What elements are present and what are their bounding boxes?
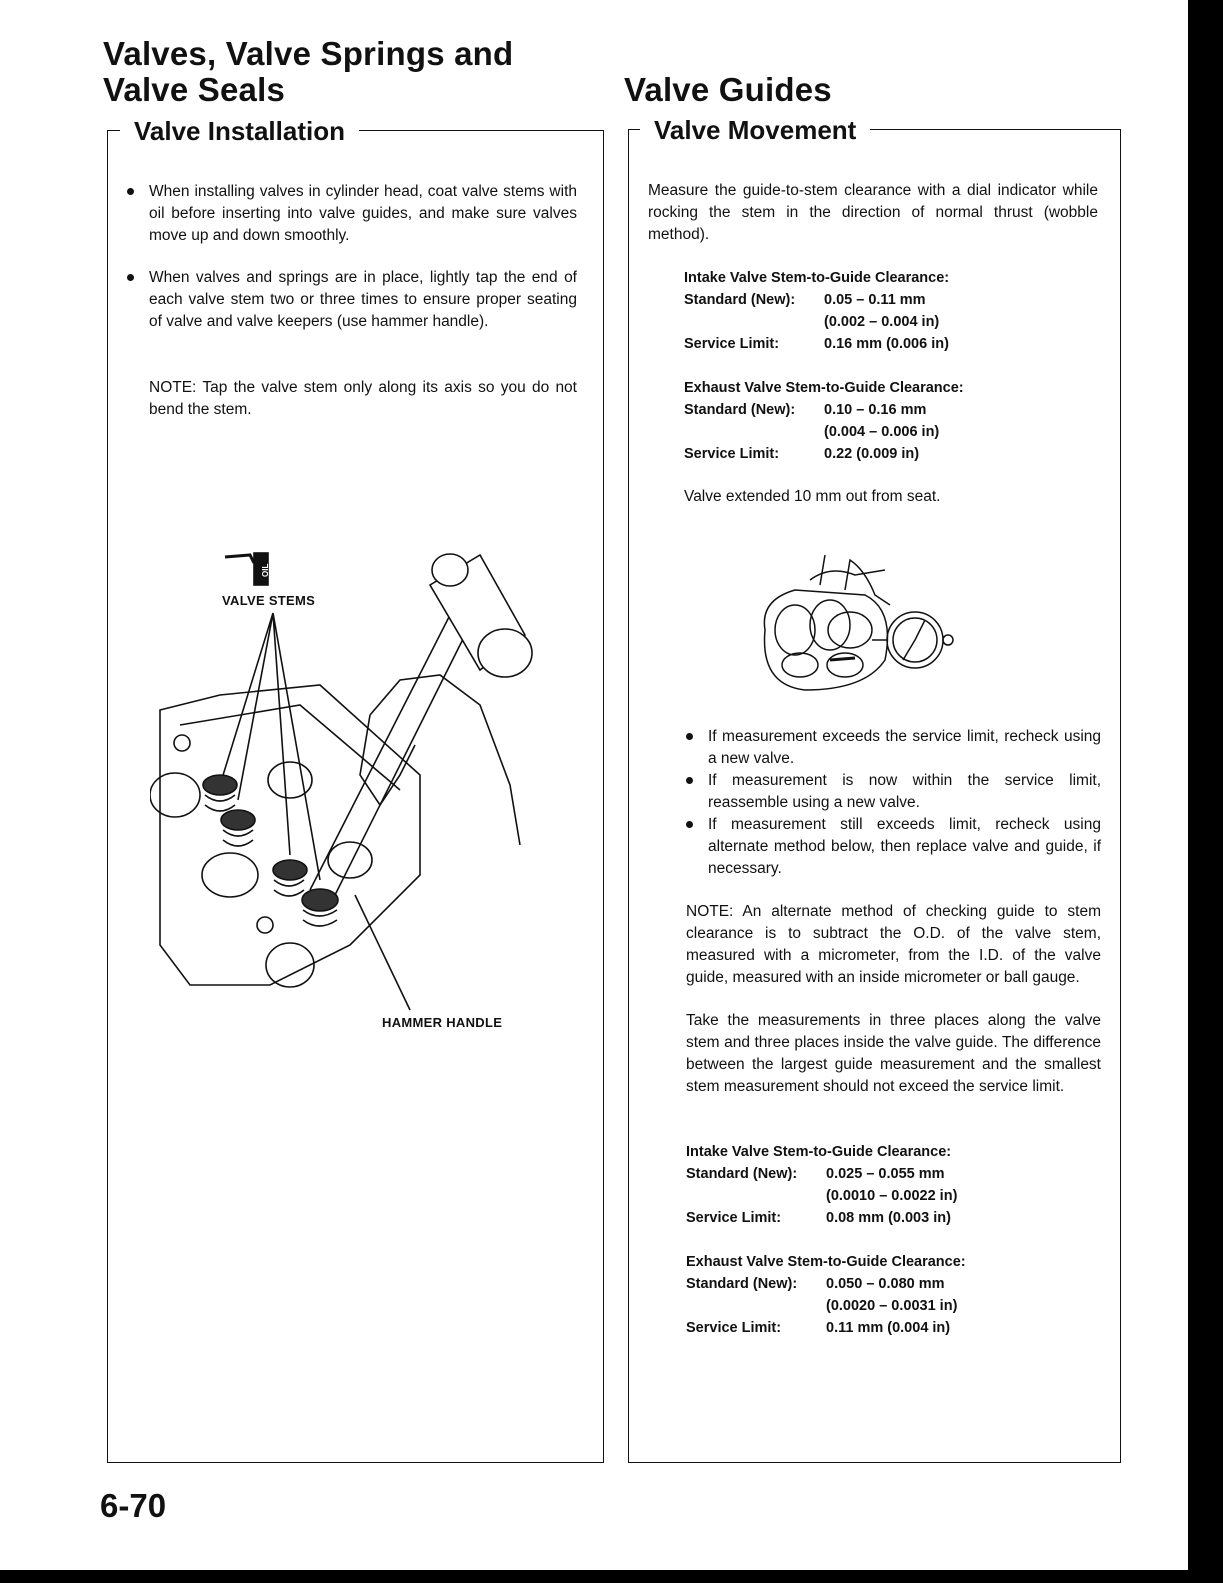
- right-intro: Measure the guide-to-stem clearance with a dial indicator while rocking the stem in the direction of normal thrust (wobble method).: [648, 182, 1098, 243]
- spec-exhaust-2-standard-label: Standard (New):: [686, 1276, 798, 1292]
- spec-intake-1-standard-label: Standard (New):: [684, 292, 796, 308]
- spec-exhaust-2-limit-value: 0.11 mm (0.004 in): [826, 1320, 951, 1336]
- dial-indicator-illustration: [745, 550, 965, 700]
- spec-exhaust-1-limit-label: Service Limit:: [684, 446, 780, 462]
- spec-intake-1: [684, 267, 949, 355]
- page-title-left-line2: Valve Seals: [103, 71, 286, 108]
- spec-exhaust-1-heading: Exhaust Valve Stem-to-Guide Clearance:: [684, 380, 964, 396]
- left-bullet-2: When valves and springs are in place, lightly tap the end of each valve stem two or three times to ensure proper seating of valve and valve keepers (use hammer handle).: [149, 267, 577, 333]
- right-panel-title: Valve Movement: [640, 115, 870, 145]
- right-bullet-1: If measurement exceeds the service limit, recheck using a new valve.: [708, 726, 1101, 770]
- left-panel-title: Valve Installation: [120, 116, 359, 146]
- scan-edge-bottom: [0, 1570, 1223, 1583]
- page-title-left-line1: Valves, Valve Springs and: [103, 35, 514, 72]
- spec-exhaust-1-standard-in: (0.004 – 0.006 in): [824, 424, 940, 440]
- page-number: 6-70: [100, 1487, 167, 1524]
- alternate-method-note: NOTE: An alternate method of checking guide to stem clearance is to subtract the O.D. of the valve stem, measured with a micrometer, from the I.D. of the valve guide, measured with an inside micrometer or ball gauge.: [686, 903, 1101, 986]
- spec-intake-2: [686, 1141, 957, 1229]
- spec-exhaust-1-standard-mm: 0.10 – 0.16 mm: [824, 402, 927, 418]
- spec-intake-2-heading: Intake Valve Stem-to-Guide Clearance:: [686, 1144, 952, 1160]
- spec-intake-1-limit-value: 0.16 mm (0.006 in): [824, 336, 949, 352]
- valve-install-illustration: [150, 545, 570, 1015]
- label-valve-stems: VALVE STEMS: [222, 593, 316, 608]
- spec-intake-1-standard-mm: 0.05 – 0.11 mm: [824, 292, 926, 308]
- spec-intake-2-limit-value: 0.08 mm (0.003 in): [826, 1210, 951, 1226]
- spec-intake-2-limit-label: Service Limit:: [686, 1210, 782, 1226]
- spec-intake-2-standard-label: Standard (New):: [686, 1166, 798, 1182]
- scan-edge-right: [1188, 0, 1223, 1583]
- left-note: NOTE: Tap the valve stem only along its axis so you do not bend the stem.: [149, 379, 577, 418]
- spec-exhaust-2-standard-in: (0.0020 – 0.0031 in): [826, 1298, 958, 1314]
- spec-intake-1-heading: Intake Valve Stem-to-Guide Clearance:: [684, 270, 950, 286]
- measurement-instructions: Take the measurements in three places along the valve stem and three places inside the valve guide. The difference between the largest guide measurement and the smallest stem measurement should not exceed the service limit.: [686, 1012, 1101, 1095]
- right-bullet-3: If measurement still exceeds limit, recheck using alternate method below, then replace valve and guide, if necessary.: [708, 814, 1101, 880]
- oil-icon-label: OIL: [261, 563, 270, 577]
- spec-exhaust-2: [686, 1251, 966, 1339]
- page-title-right: Valve Guides: [624, 71, 832, 108]
- right-bullet-2: If measurement is now within the service limit, reassemble using a new valve.: [708, 770, 1101, 814]
- spec-exhaust-2-standard-mm: 0.050 – 0.080 mm: [826, 1276, 945, 1292]
- left-bullet-1: When installing valves in cylinder head, coat valve stems with oil before inserting into valve guides, and make sure valves move up and down smoothly.: [149, 181, 577, 247]
- spec-intake-1-standard-in: (0.002 – 0.004 in): [824, 314, 940, 330]
- spec-intake-2-standard-mm: 0.025 – 0.055 mm: [826, 1166, 945, 1182]
- spec-exhaust-2-limit-label: Service Limit:: [686, 1320, 782, 1336]
- spec-exhaust-1-limit-value: 0.22 (0.009 in): [824, 446, 920, 462]
- spec-exhaust-2-heading: Exhaust Valve Stem-to-Guide Clearance:: [686, 1254, 966, 1270]
- label-hammer-handle: HAMMER HANDLE: [382, 1015, 503, 1030]
- spec-exhaust-1: [684, 377, 964, 465]
- spec-intake-1-limit-label: Service Limit:: [684, 336, 780, 352]
- spec-exhaust-1-standard-label: Standard (New):: [684, 402, 796, 418]
- page-title-left: [103, 36, 513, 108]
- spec-intake-2-standard-in: (0.0010 – 0.0022 in): [826, 1188, 958, 1204]
- valve-extended-note: Valve extended 10 mm out from seat.: [684, 488, 941, 505]
